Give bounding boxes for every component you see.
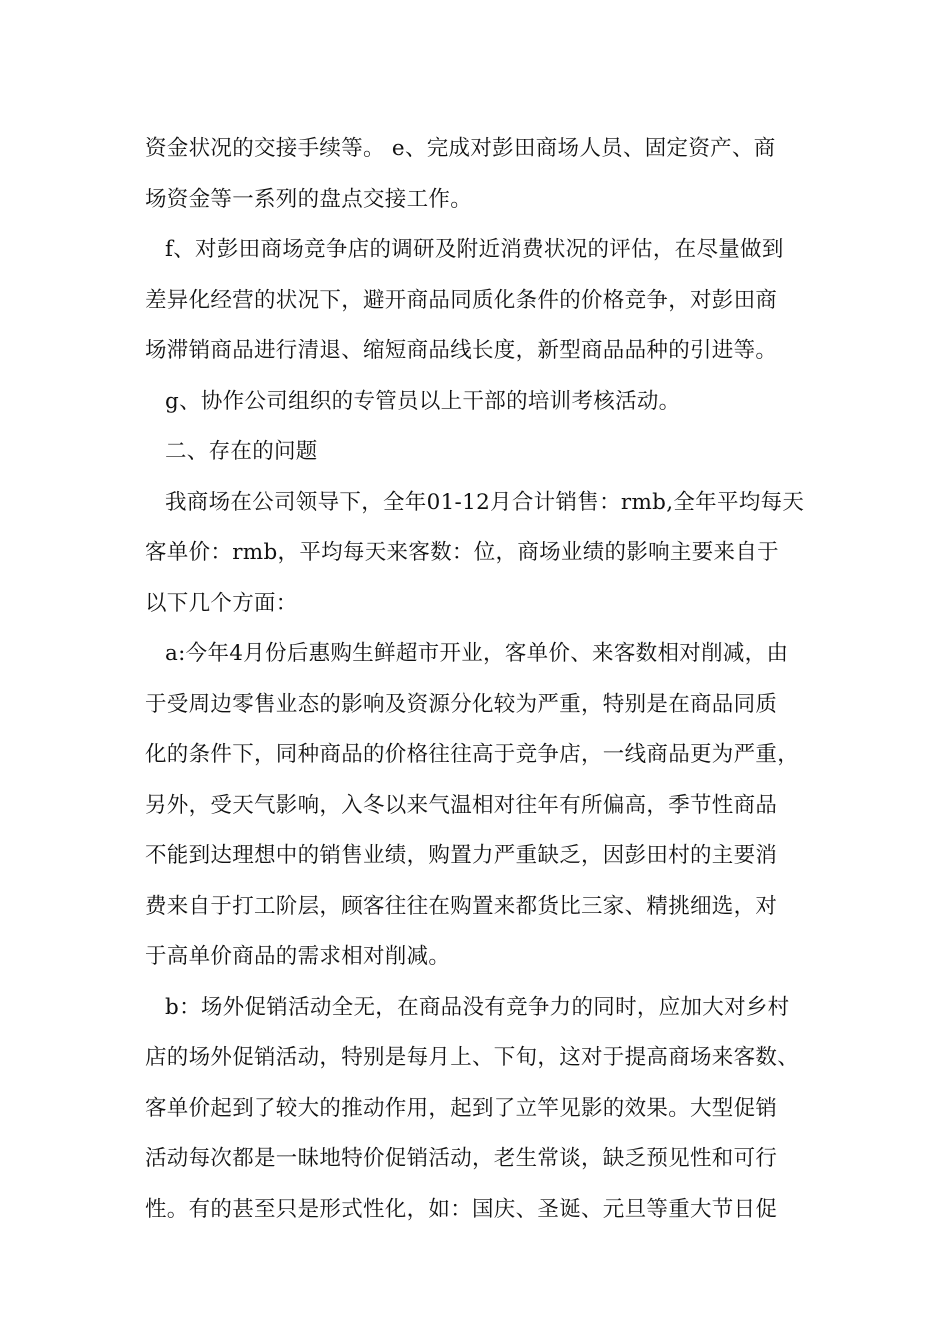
text-line: a:今年4月份后惠购生鲜超市开业，客单价、来客数相对削减，由	[165, 641, 789, 666]
text-line: g、协作公司组织的专管员以上干部的培训考核活动。	[165, 388, 681, 414]
text-line: 于受周边零售业态的影响及资源分化较为严重，特别是在商品同质	[145, 691, 778, 717]
text-line: 客单价：rmb，平均每天来客数：位，商场业绩的影响主要来自于	[145, 540, 779, 565]
text-line: 店的场外促销活动，特别是每月上、下旬，这对于提高商场来客数、	[145, 1045, 800, 1070]
section-heading: 二、存在的问题	[165, 439, 318, 464]
text-line: 场滞销商品进行清退、缩短商品线长度，新型商品品种的引进等。	[145, 338, 778, 363]
text-line: 差异化经营的状况下，避开商品同质化条件的价格竞争，对彭田商	[145, 287, 778, 313]
text-line: 场资金等一系列的盘点交接工作。	[145, 186, 473, 212]
text-line: 客单价起到了较大的推动作用，起到了立竿见影的效果。大型促销	[145, 1095, 778, 1121]
text-line: b：场外促销活动全无，在商品没有竞争力的同时，应加大对乡村	[165, 994, 790, 1020]
text-line: 资金状况的交接手续等。 e、完成对彭田商场人员、固定资产、商	[145, 136, 776, 161]
text-line: 化的条件下，同种商品的价格往往高于竞争店，一线商品更为严重，	[145, 742, 800, 767]
text-line: 于高单价商品的需求相对削减。	[145, 944, 451, 969]
text-line: 另外，受天气影响，入冬以来气温相对往年有所偏高，季节性商品	[145, 792, 778, 818]
text-line: 活动每次都是一昧地特价促销活动，老生常谈，缺乏预见性和可行	[145, 1146, 778, 1171]
text-line: 我商场在公司领导下，全年01-12月合计销售：rmb,全年平均每天	[165, 489, 805, 515]
text-line: f、对彭田商场竞争店的调研及附近消费状况的评估，在尽量做到	[165, 237, 784, 262]
text-line: 不能到达理想中的销售业绩，购置力严重缺乏，因彭田村的主要消	[145, 843, 778, 868]
text-line: 性。有的甚至只是形式性化，如：国庆、圣诞、元旦等重大节日促	[145, 1196, 778, 1222]
text-line: 以下几个方面：	[145, 590, 298, 616]
text-line: 费来自于打工阶层，顾客往往在购置来都货比三家、精挑细选，对	[145, 893, 778, 919]
document-body	[145, 124, 813, 1235]
